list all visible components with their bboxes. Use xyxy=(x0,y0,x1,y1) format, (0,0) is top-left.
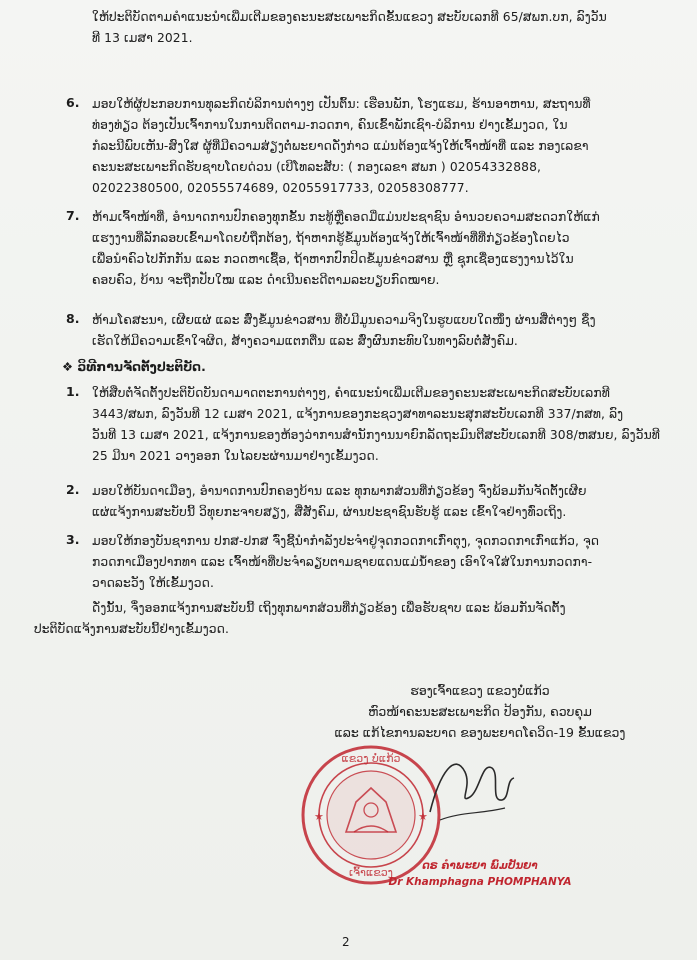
closing-line: ປະຕິບັດແຈ້ງການສະບັບນີ້ຢ່າງເຂັ້ມງວດ. xyxy=(34,622,229,636)
svg-text:★: ★ xyxy=(314,810,324,823)
impl-3-paragraph xyxy=(92,531,599,594)
signatory-title-line: ແລະ ແກ້ໄຂການລະບາດ ຂອງພະຍາດໂຄວິດ-19 ຂັ້ນແຂວງ xyxy=(334,725,626,740)
signatory-name-latin: Dr Khamphagna PHOMPHANYA xyxy=(388,876,572,888)
impl-number: 3. xyxy=(66,532,80,547)
impl-line: ວັນທີ 13 ເມສາ 2021, ແຈ້ງການຂອງຫ້ອງວ່າການສຳນັກງານນາຍົກລັດຖະມົນຕີສະບັບເລກທີ 308/ຫສນຍ, ລົງວັນທີ xyxy=(92,428,660,442)
item-line: ມອບໃຫ້ຜູ້ປະກອບການທຸລະກິດບໍລິການຕ່າງໆ ເປັນຕົ້ນ: ເຮືອນພັກ, ໂຮງແຮມ, ຮ້ານອາຫານ, ສະຖານທີ່ xyxy=(92,97,591,111)
signatory-name-lao: ດຣ ຄຳພະຍາ ພົມປັນຍາ xyxy=(422,860,538,872)
impl-line: 3443/ສພກ, ລົງວັນທີ 12 ເມສາ 2021, ແຈ້ງການຂອງກະຊວງສາທາລະນະສຸກສະບັບເລກທີ 337/ກສທ, ລົງ xyxy=(92,407,624,421)
item-6-paragraph xyxy=(92,94,591,199)
impl-line: ມອບໃຫ້ກອງບັນຊາການ ປກສ-ປກສ ຈົ່ງຊີ້ນຳກຳລັງປະຈຳຢູ່ຈຸດກວດກາເກົ່າຕຸງ, ຈຸດກວດກາເກົ່າແກ້ວ, ຈຸດ xyxy=(92,534,600,548)
item-line: 02022380500, 02055574689, 02055917733, 02058308777. xyxy=(92,181,469,195)
impl-number: 1. xyxy=(66,384,80,399)
item-line: ເພື່ອນຳຄົວໄປກັກກັນ ແລະ ກວດຫາເຊື້ອ, ຖ້າຫາກປົກປິດຂໍ້ມູນຂ່າວສານ ຫຼື ຊຸກເຊື່ອງແຮງງານໄວ້ໃນ xyxy=(92,252,574,266)
stamp-bottom-text: ເຈົ້າແຂວງ xyxy=(349,866,393,879)
intro-line: ທີ 13 ເມສາ 2021. xyxy=(92,31,193,45)
closing-line: ດັ່ງນັ້ນ, ຈຶ່ງອອກແຈ້ງການສະບັບນີ້ ເຖິງທຸກພາກສ່ວນທີ່ກ່ຽວຂ້ອງ ເພື່ອຮັບຊາບ ແລະ ພ້ອມກັນຈັດຕັ້ງ xyxy=(92,601,566,615)
svg-text:★: ★ xyxy=(418,810,428,823)
item-8-paragraph xyxy=(92,310,596,352)
impl-number: 2. xyxy=(66,482,80,497)
impl-line: ກວດກາເມືອງປາກທາ ແລະ ເຈົ້າໜ້າທີ່ປະຈຳລຽບຕາມຊາຍແດນແມ່ນ້ຳຂອງ ເອົາໃຈໃສ່ໃນການກວດກາ- xyxy=(92,555,593,569)
signatory-title-line: ຮອງເຈົ້າແຂວງ ແຂວງບໍ່ແກ້ວ xyxy=(410,683,550,698)
impl-1-paragraph xyxy=(92,383,660,467)
item-number: 7. xyxy=(66,208,80,223)
item-line: ເຮັດໃຫ້ມີຄວາມເຂົ້າໃຈຜິດ, ສ້າງຄວາມແຕກຕື່ນ ແລະ ສົ່ງຜົນກະທົບໃນທາງລົບຕໍ່ສັງຄົມ. xyxy=(92,334,518,348)
item-line: ຄອບຄົວ, ບ້ານ ຈະຖືກປັບໃໝ ແລະ ດຳເນີນຄະດີຕາມລະບຽບກົດໝາຍ. xyxy=(92,273,440,287)
item-number: 6. xyxy=(66,95,80,110)
item-line: ທ່ອງທ່ຽວ ຕ້ອງເປັນເຈົ້າການໃນການຕິດຕາມ-ກວດກາ, ຄົນເຂົ້າພັກເຊົາ-ບໍລິການ ຢ່າງເຂັ້ມງວດ, ໃນ xyxy=(92,118,568,132)
signatory-title-line: ຫົວໜ້າຄະນະສະເພາະກິດ ປ້ອງກັນ, ຄວບຄຸມ xyxy=(368,704,592,719)
item-number: 8. xyxy=(66,311,80,326)
item-line: ແຮງງານທີ່ລັກລອບເຂົ້າມາໂດຍບໍ່ຖືກຕ້ອງ, ຖ້າຫາກຮູ້ຂໍ້ມູນຕ້ອງແຈ້ງໃຫ້ເຈົ້າໜ້າທີ່ທີ່ກ່ຽວຂ້ອງໂດຍໄວ xyxy=(92,231,570,245)
impl-line: ໃຫ້ສືບຕໍ່ຈັດຕັ້ງປະຕິບັດບັນດາມາດຕະການຕ່າງໆ, ຄຳແນະນຳເພີ່ມເຕີມຂອງຄະນະສະເພາະກິດສະບັບເລກທີ xyxy=(92,386,610,400)
impl-line: 25 ມີນາ 2021 ວາງອອກ ໃນໄລຍະຜ່ານມາຢ່າງເຂັ້ມງວດ. xyxy=(92,449,379,463)
signatory-name xyxy=(330,858,630,890)
signatory-title xyxy=(300,680,660,743)
section-heading: ❖ ວິທີການຈັດຕັ້ງປະຕິບັດ. xyxy=(62,360,206,374)
stamp-top-text: ແຂວງ ບໍ່ແກ້ວ xyxy=(341,752,401,765)
item-7-paragraph xyxy=(92,207,600,291)
page-number: 2 xyxy=(342,935,350,949)
item-line: ກໍລະນີພົບເຫັນ-ສົງໃສ ຜູ້ທີ່ມີຄວາມສ່ຽງຕໍ່ພະຍາດດັ່ງກ່າວ ແມ່ນຕ້ອງແຈ້ງໃຫ້ເຈົ້າໜ້າທີ່ ແລະ ກອງເລຂາ xyxy=(92,139,589,153)
intro-paragraph xyxy=(92,7,607,49)
item-line: ຫ້າມໂຄສະນາ, ເຜີຍແຜ່ ແລະ ສົ່ງຂໍ້ມູນຂ່າວສານ ທີ່ບໍ່ມີມູນຄວາມຈິງໃນຮູບແບບໃດໜຶ່ງ ຜ່ານສື່ຕ່າງໆ ຊຶ່ງ xyxy=(92,313,596,327)
impl-2-paragraph xyxy=(92,481,587,523)
item-line: ຄະນະສະເພາະກິດຮັບຊາບໂດຍດ່ວນ (ເບີໂທລະສັບ: ( ກອງເລຂາ ສພກ ) 02054332888, xyxy=(92,160,542,174)
impl-line: ວາດລະວັງ ໃຫ້ເຂັ້ມງວດ. xyxy=(92,576,215,590)
item-line: ຫ້າມເຈົ້າໜ້າທີ່, ອຳນາດການປົກຄອງທຸກຂັ້ນ ກະທູ້ຫຼືຄອດມີ່ແມ່ນປະຊາຊົນ ອຳນວຍຄວາມສະດວກໃຫ້ແກ່ xyxy=(92,210,600,224)
impl-line: ມອບໃຫ້ບັນດາເມືອງ, ອຳນາດການປົກຄອງບ້ານ ແລະ ທຸກພາກສ່ວນທີ່ກ່ຽວຂ້ອງ ຈົ່ງພ້ອມກັນຈັດຕັ້ງເຜີຍ xyxy=(92,484,587,498)
impl-line: ແຜ່ແຈ້ງການສະບັບນີ້ ວິທຸຍກະຈາຍສຽງ, ສື່ສັງຄົມ, ຜ່ານປະຊາຊົນຮັບຮູ້ ແລະ ເຂົ້າໃຈຢ່າງທົ່ວເຖິງ. xyxy=(92,505,567,519)
intro-line: ໃຫ້ປະຕິບັດຕາມຄຳແນະນຳເພີ່ມເຕີມຂອງຄະນະສະເພາະກິດຂັ້ນແຂວງ ສະບັບເລກທີ 65/ສພກ.ບກ, ລົງວັນ xyxy=(92,10,607,24)
handwritten-signature xyxy=(410,742,520,832)
closing-paragraph xyxy=(34,598,566,640)
